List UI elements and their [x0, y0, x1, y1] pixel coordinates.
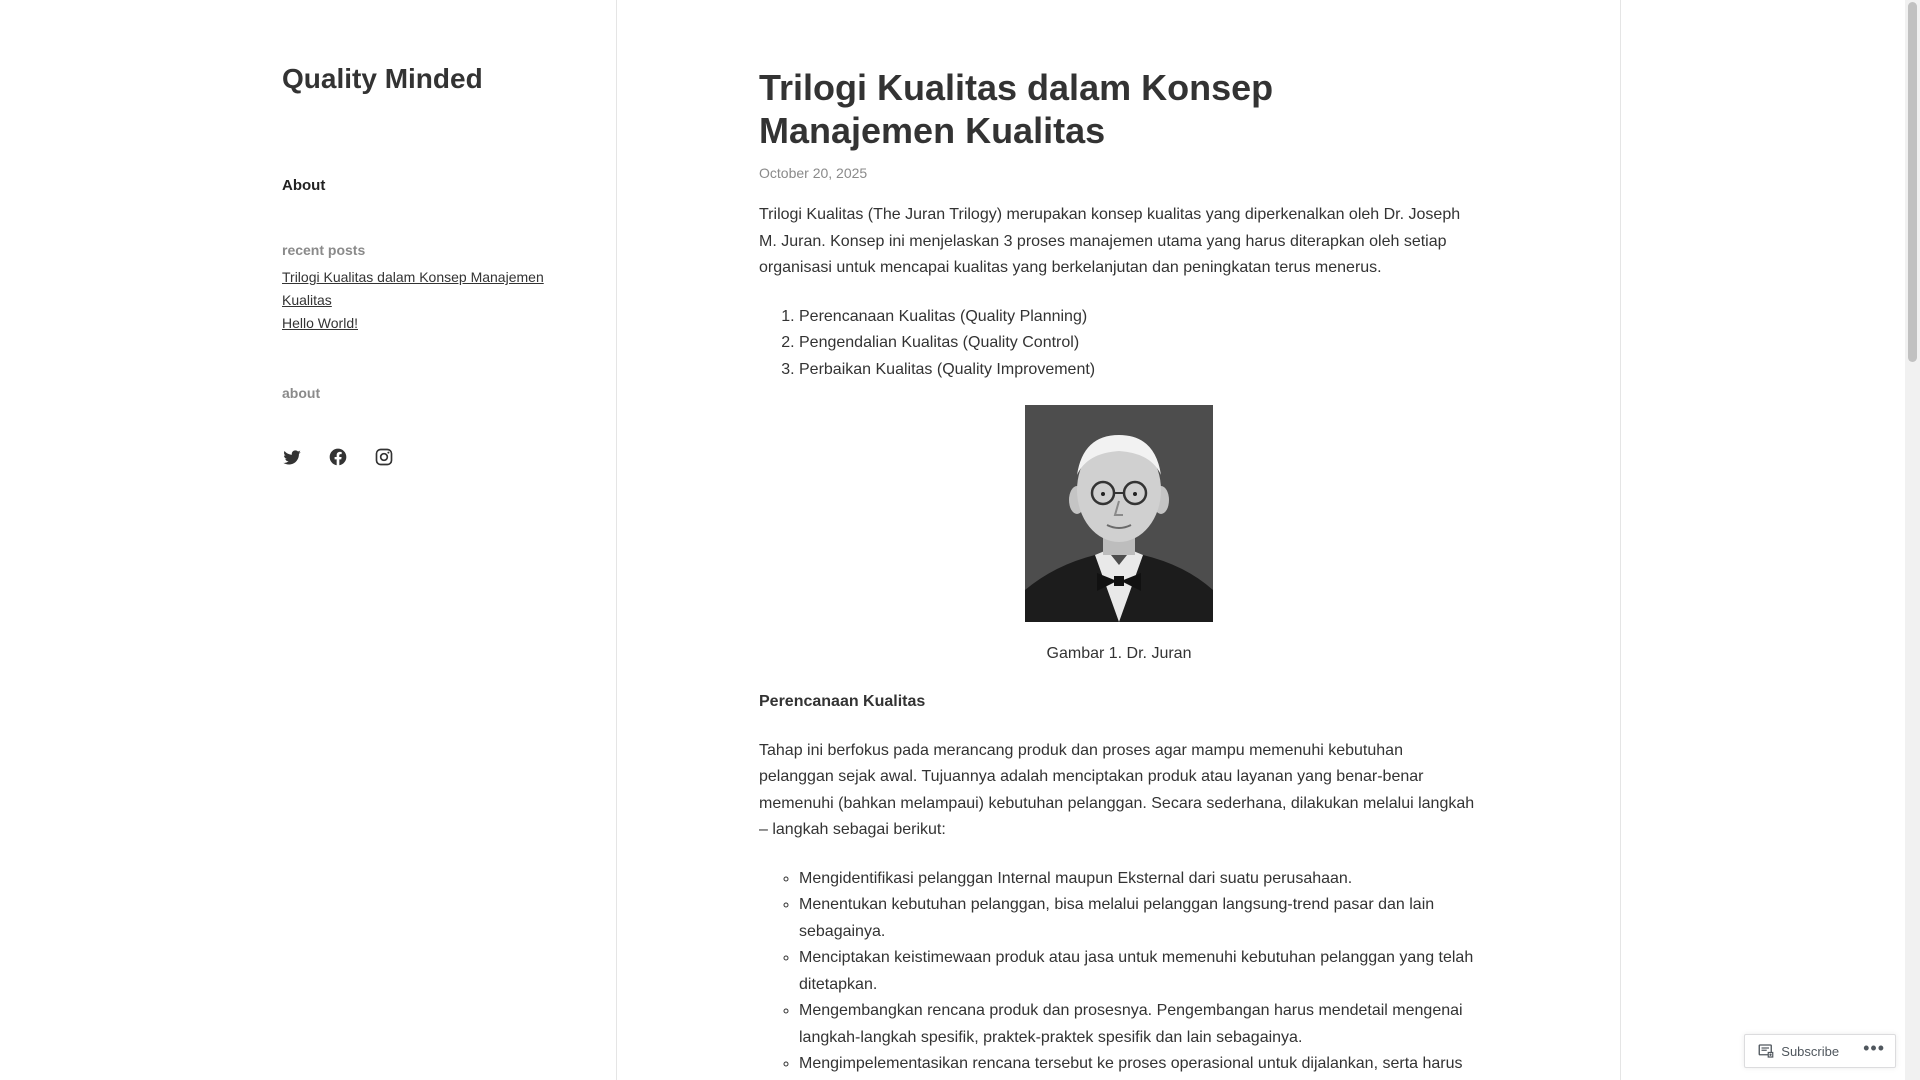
site-title[interactable]: Quality Minded — [282, 63, 483, 94]
about-widget-title: about — [282, 385, 321, 401]
main-content — [617, 0, 1621, 1080]
more-options-button[interactable]: ••• — [1863, 1038, 1885, 1058]
section-heading: Perencanaan Kualitas — [759, 693, 926, 710]
list-item: ◦ Menciptakan keistimewaan produk atau jasa untuk memenuhi kebutuhan pelanggan yang telah ditetapkan. — [799, 945, 1479, 998]
list-item: ◦ Menentukan kebutuhan pelanggan, bisa melalui pelanggan langsung-trend pasar dan lain sebagainya. — [799, 892, 1479, 945]
article-intro: Trilogi Kualitas (The Juran Trilogy) merupakan konsep kualitas yang diperkenalkan oleh Dr. Joseph M. Juran. Konsep ini menjelaskan 3 proses manajemen utama yang harus diterapkan oleh setiap organisasi untuk mencapai kualitas yang berkelanjutan dan peningkatan terus menerus. — [759, 206, 1461, 276]
recent-post-link[interactable]: Hello World! — [282, 315, 358, 331]
page-scrollbar[interactable] — [1905, 0, 1920, 1080]
recent-posts-title: recent posts — [282, 242, 366, 258]
list-item: 1. Perencanaan Kualitas (Quality Planning) — [799, 304, 1479, 331]
steps-list — [759, 866, 1479, 1078]
juran-figure — [759, 405, 1479, 667]
article — [759, 66, 1479, 1078]
recent-posts-widget — [282, 240, 582, 335]
article-title: Trilogi Kualitas dalam Konsep Manajemen Kualitas — [759, 67, 1274, 151]
subscribe-label: Subscribe — [1781, 1043, 1840, 1059]
subscribe-button[interactable] — [1745, 1035, 1853, 1067]
list-item: ◦ Mengimpelementasikan rencana tersebut ke proses operasional untuk dijalankan, serta harus — [799, 1051, 1479, 1078]
subscribe-icon — [1757, 1042, 1775, 1060]
recent-post-link[interactable]: Trilogi Kualitas dalam Konsep Manajemen Kualitas — [282, 269, 544, 308]
menu-item-about[interactable]: About — [282, 177, 326, 194]
trilogy-list — [759, 304, 1479, 384]
instagram-icon[interactable] — [374, 447, 394, 467]
section-paragraph: Tahap ini berfokus pada merancang produk dan proses agar mampu memenuhi kebutuhan pelanggan sejak awal. Tujuannya adalah menciptakan produk atau layanan yang benar-benar memenuhi (bahkan melampaui) kebutuhan pelanggan. Secara sederhana, dilakukan melalui langkah – langkah sebagai berikut: — [759, 741, 1475, 838]
list-item: 3. Perbaikan Kualitas (Quality Improvement) — [799, 357, 1479, 384]
list-item: ◦ Mengembangkan rencana produk dan prosesnya. Pengembangan harus mendetail mengenai langkah-langkah spesifik, praktek-praktek spesifik dan lain sebagainya. — [799, 998, 1479, 1051]
figure-caption: Gambar 1. Dr. Juran — [1046, 645, 1192, 662]
twitter-icon[interactable] — [282, 447, 302, 467]
article-body — [759, 202, 1479, 1078]
list-item: ◦ Mengidentifikasi pelanggan Internal maupun Eksternal dari suatu perusahaan. — [799, 866, 1479, 893]
article-date[interactable]: October 20, 2025 — [759, 165, 868, 181]
recent-posts-list — [282, 266, 582, 335]
sidebar — [0, 0, 617, 1080]
list-item — [282, 312, 582, 335]
sidebar-content — [282, 62, 582, 467]
list-item — [282, 266, 582, 312]
subscribe-bar — [1744, 1034, 1896, 1068]
juran-portrait-image[interactable] — [1025, 405, 1213, 622]
scrollbar-thumb[interactable] — [1908, 2, 1917, 362]
primary-menu — [282, 176, 582, 196]
social-links — [282, 447, 582, 467]
list-item: 2. Pengendalian Kualitas (Quality Control) — [799, 330, 1479, 357]
facebook-icon[interactable] — [328, 447, 348, 467]
about-widget — [282, 383, 582, 403]
